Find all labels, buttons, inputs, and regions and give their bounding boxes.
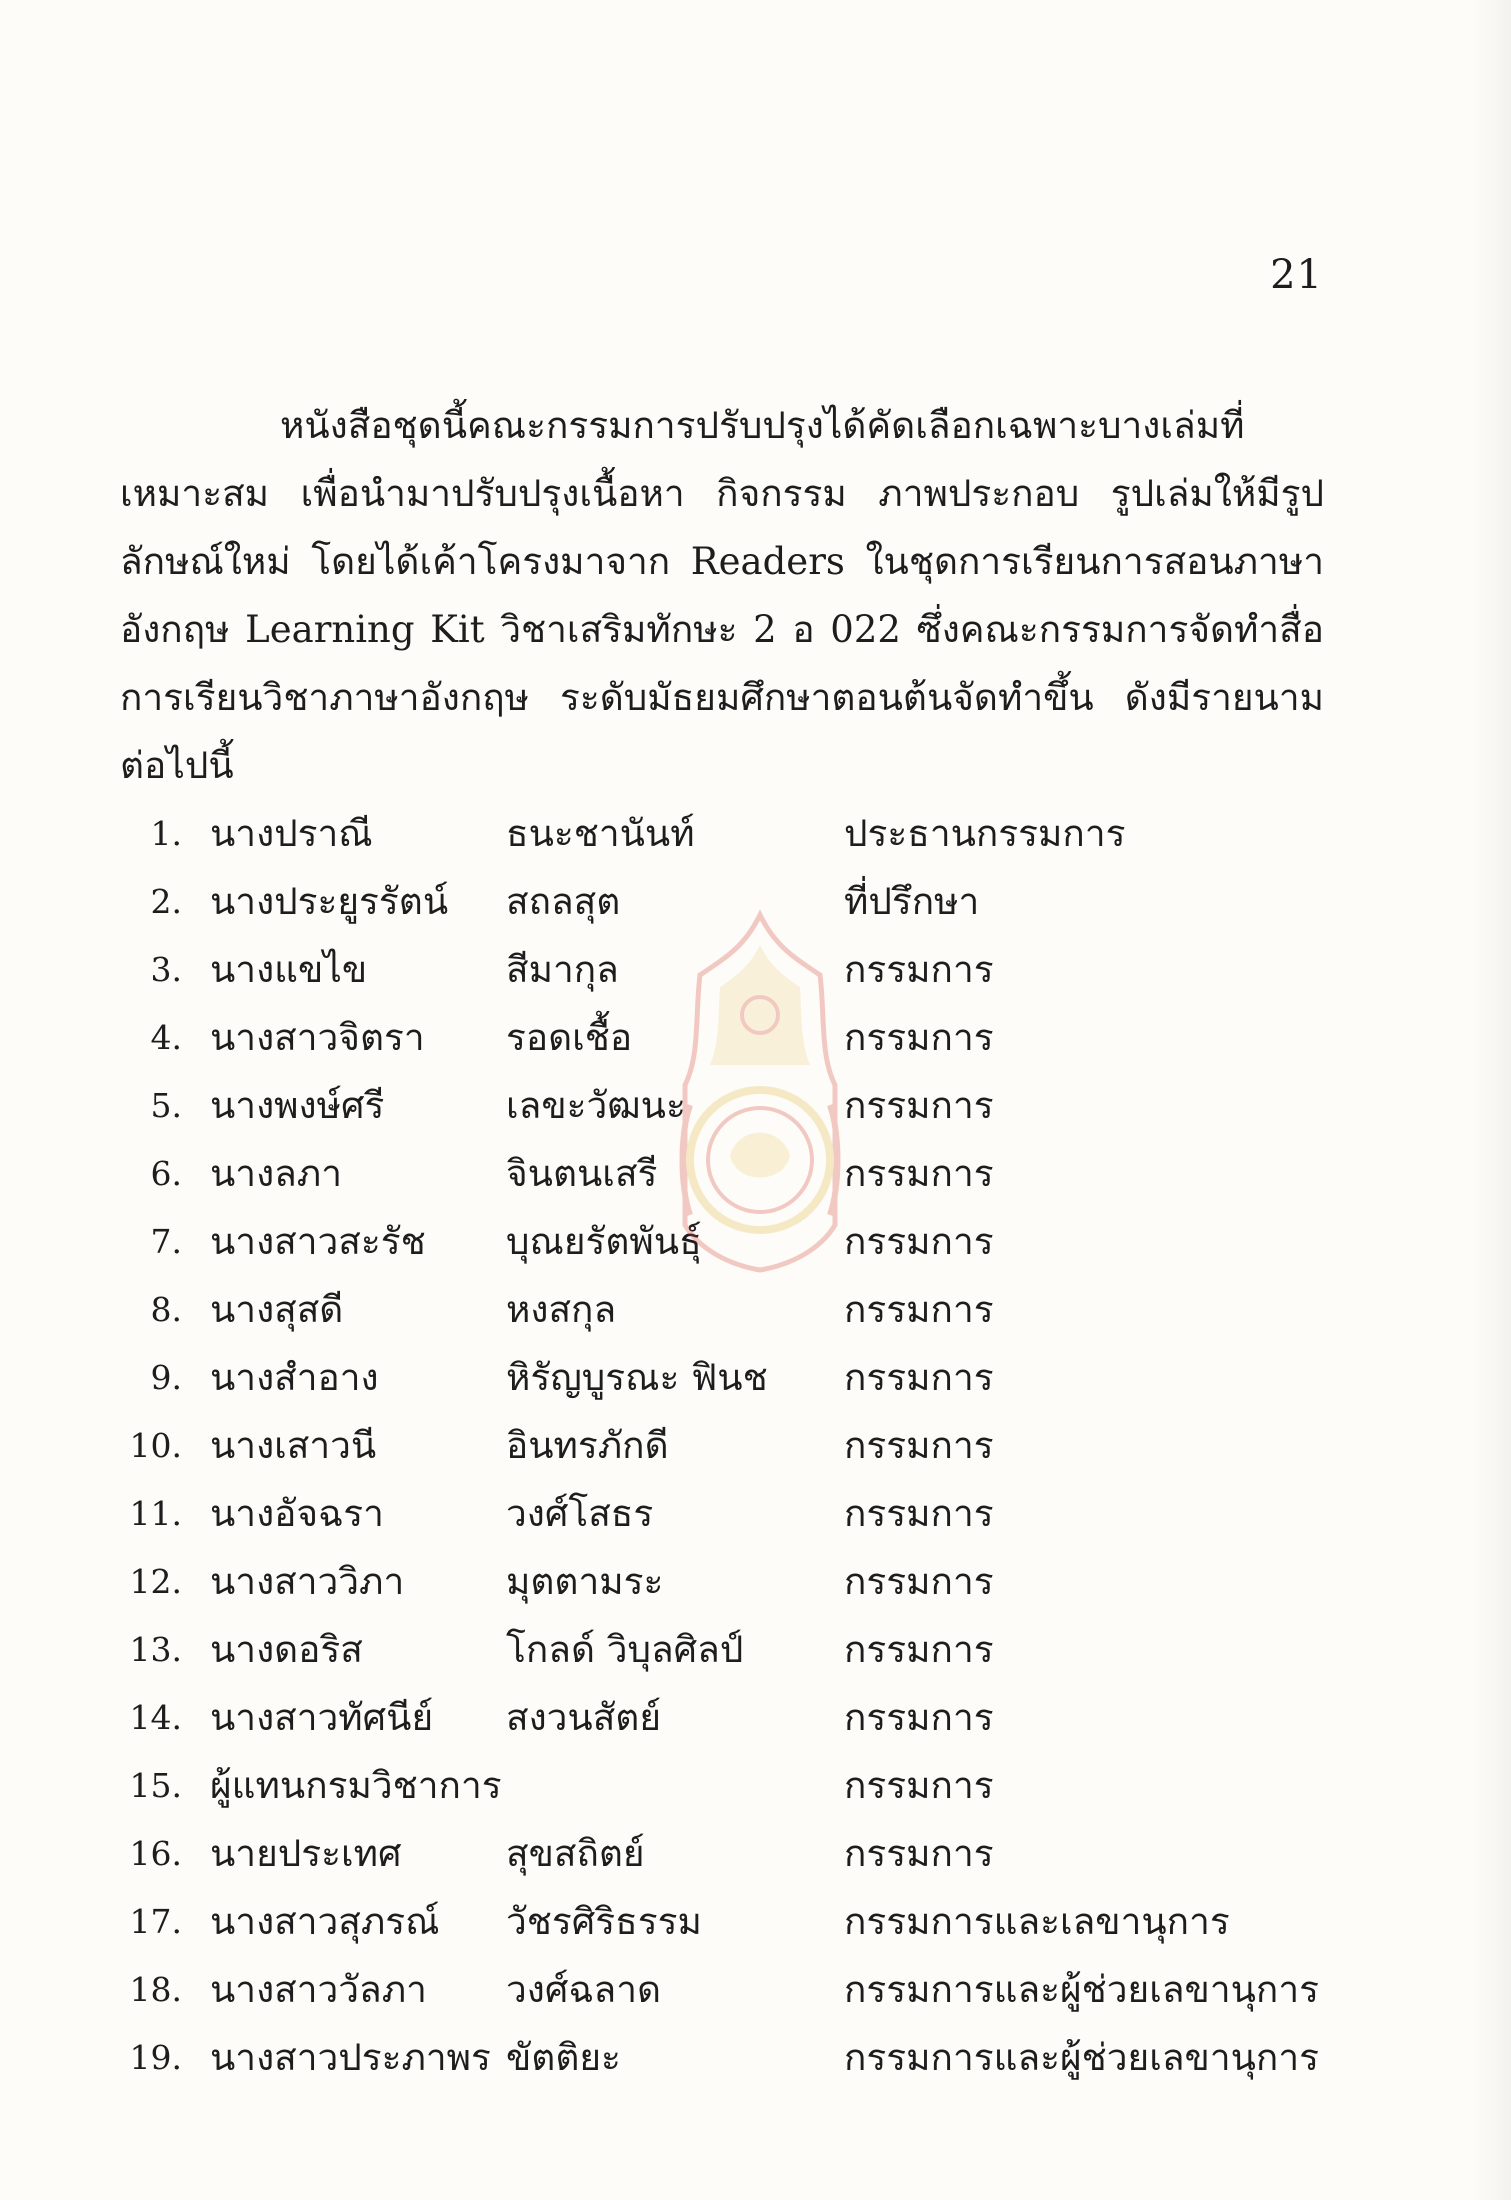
member-number: 1. [150,814,182,853]
member-role: กรรมการ [844,1152,994,1195]
member-first-name: นางแขไข [210,948,368,991]
member-row [120,2024,1370,2092]
committee-member-list [120,800,1370,2092]
member-last-name: สงวนสัตย์ [506,1696,662,1739]
member-role: กรรมการ [844,1424,994,1467]
member-number: 17. [129,1902,182,1941]
member-number: 12. [129,1562,182,1601]
member-role: กรรมการ [844,1696,994,1739]
member-role: ประธานกรรมการ [844,812,1126,855]
member-last-name: อินทรภักดี [506,1424,669,1467]
member-first-name: นางสาวสุภรณ์ [210,1900,440,1943]
member-last-name: สีมากุล [506,948,619,991]
member-row [120,1004,1370,1072]
member-number: 3. [150,950,182,989]
member-first-name: นายประเทศ [210,1832,402,1875]
member-role: กรรมการ [844,1560,994,1603]
page-edge-shadow [1471,0,1511,2200]
member-first-name: นางสาวสะรัช [210,1220,426,1263]
member-role: กรรมการและผู้ช่วยเลขานุการ [844,2036,1319,2079]
member-first-name: นางประยูรรัตน์ [210,880,449,923]
member-first-name: นางสาวประภาพร [210,2036,491,2079]
member-last-name: จินตนเสรี [506,1152,658,1195]
member-role: กรรมการและเลขานุการ [844,1900,1230,1943]
member-last-name: สุขสถิตย์ [506,1832,645,1875]
member-row [120,1956,1370,2024]
member-row [120,1548,1370,1616]
member-role: กรรมการ [844,1492,994,1535]
member-role: กรรมการ [844,1288,994,1331]
member-role: กรรมการ [844,948,994,991]
member-number: 9. [150,1358,182,1397]
member-first-name: นางสาววิภา [210,1560,405,1603]
member-row [120,1412,1370,1480]
member-first-name: นางสาวทัศนีย์ [210,1696,434,1739]
member-role: กรรมการและผู้ช่วยเลขานุการ [844,1968,1319,2011]
member-row [120,1888,1370,1956]
member-last-name: บุณยรัตพันธุ์ [506,1220,702,1263]
member-last-name: หิรัญบูรณะ ฟินช [506,1356,768,1399]
member-first-name: นางสำอาง [210,1356,379,1399]
member-row [120,868,1370,936]
member-first-name: นางปราณี [210,812,373,855]
member-first-name: นางพงษ์ศรี [210,1084,385,1127]
member-first-name: นางดอริส [210,1628,363,1671]
member-last-name: หงสกุล [506,1288,617,1331]
member-row [120,1276,1370,1344]
member-role: กรรมการ [844,1764,994,1807]
member-row [120,1684,1370,1752]
member-row [120,1752,1370,1820]
member-last-name: ธนะชานันท์ [506,812,695,855]
member-row [120,1820,1370,1888]
member-number: 11. [129,1494,182,1533]
member-row [120,1480,1370,1548]
member-row [120,1072,1370,1140]
member-number: 4. [150,1018,182,1057]
member-first-name: นางลภา [210,1152,342,1195]
member-number: 14. [129,1698,182,1737]
member-role: กรรมการ [844,1084,994,1127]
member-number: 2. [150,882,182,921]
member-row [120,1344,1370,1412]
member-number: 6. [150,1154,182,1193]
member-row [120,936,1370,1004]
member-first-name: นางสุสดี [210,1288,344,1331]
member-role: กรรมการ [844,1628,994,1671]
member-role: กรรมการ [844,1016,994,1059]
member-first-name: นางอัจฉรา [210,1492,384,1535]
intro-paragraph: หนังสือชุดนี้คณะกรรมการปรับปรุงได้คัดเลือกเฉพาะบางเล่มที่เหมาะสม เพื่อนำมาปรับปรุงเนื้อหา กิจกรรม ภาพประกอบ รูปเล่มให้มีรูปลักษณ์ใหม่ โดยได้เค้าโครงมาจาก Readers ในชุดการเรียนการสอนภาษาอังกฤษ Learning Kit วิชาเสริมทักษะ 2 อ 022 ซึ่งคณะกรรมการจัดทำสื่อการเรียนวิชาภาษาอังกฤษ ระดับมัธยมศึกษาตอนต้นจัดทำขึ้น ดังมีรายนามต่อไปนี้ [120,404,1324,787]
member-role: กรรมการ [844,1220,994,1263]
member-last-name: รอดเชื้อ [506,1016,633,1059]
member-role: กรรมการ [844,1356,994,1399]
member-first-name: นางเสาวนี [210,1424,377,1467]
member-number: 13. [129,1630,182,1669]
member-last-name: มุตตามระ [506,1560,664,1603]
member-row [120,1140,1370,1208]
member-number: 7. [150,1222,182,1261]
member-last-name: วงศ์ฉลาด [506,1968,662,2011]
member-last-name: ขัตติยะ [506,2036,621,2079]
member-first-name: นางสาววัลภา [210,1968,427,2011]
member-row [120,1208,1370,1276]
member-number: 10. [129,1426,182,1465]
member-last-name: สถลสุต [506,880,621,923]
member-number: 19. [129,2038,182,2077]
member-last-name: วัชรศิริธรรม [506,1900,702,1943]
member-role: กรรมการ [844,1832,994,1875]
member-row [120,800,1370,868]
member-number: 15. [129,1766,182,1805]
member-last-name: โกลด์ วิบุลศิลป์ [506,1628,744,1671]
page-number: 21 [1270,252,1323,298]
member-last-name: เลขะวัฒนะ [506,1084,686,1127]
member-first-name: ผู้แทนกรมวิชาการ [210,1764,502,1807]
member-number: 16. [129,1834,182,1873]
member-row [120,1616,1370,1684]
member-number: 5. [150,1086,182,1125]
member-number: 18. [129,1970,182,2009]
member-role: ที่ปรึกษา [844,880,980,923]
member-number: 8. [150,1290,182,1329]
member-last-name: วงศ์โสธร [506,1492,654,1535]
member-first-name: นางสาวจิตรา [210,1016,425,1059]
